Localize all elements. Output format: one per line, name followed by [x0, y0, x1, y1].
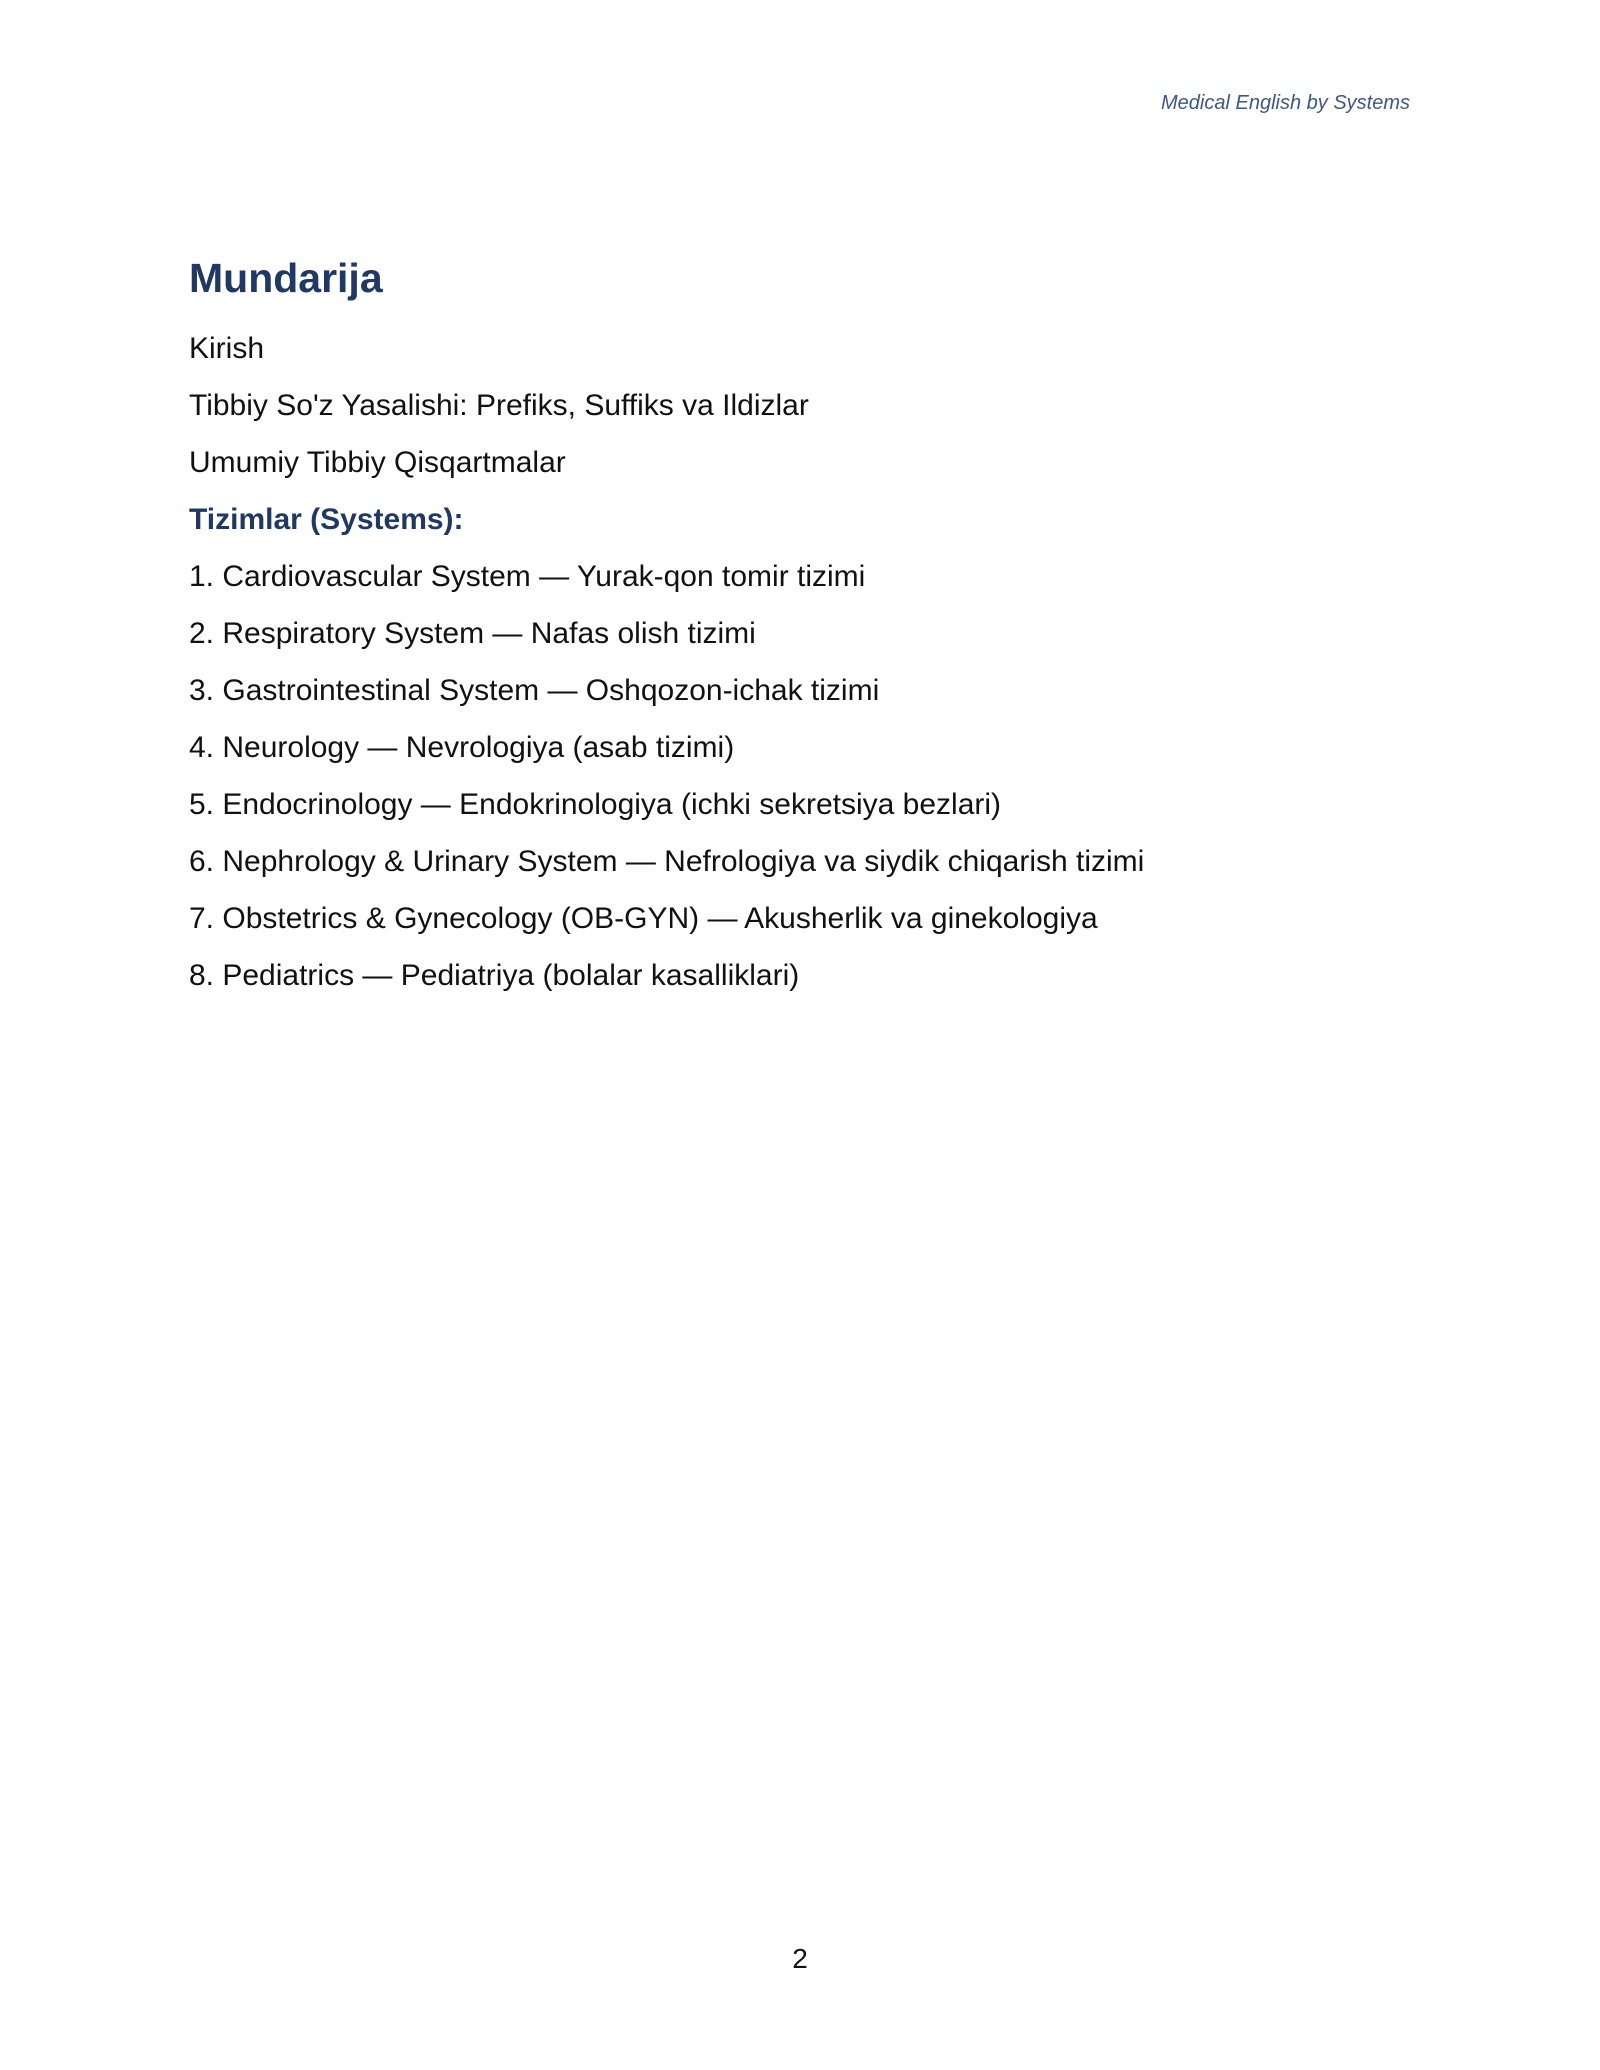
toc-title: Mundarija	[189, 255, 383, 301]
toc-item-nephrology[interactable]: 6. Nephrology & Urinary System — Nefrologiya va siydik chiqarish tizimi	[189, 845, 1145, 878]
toc-item-respiratory[interactable]: 2. Respiratory System — Nafas olish tizimi	[189, 617, 756, 650]
toc-item-gastrointestinal[interactable]: 3. Gastrointestinal System — Oshqozon-ichak tizimi	[189, 674, 880, 707]
systems-heading: Tizimlar (Systems):	[189, 503, 464, 536]
toc-item-endocrinology[interactable]: 5. Endocrinology — Endokrinologiya (ichki sekretsiya bezlari)	[189, 788, 1002, 821]
toc-item-kirish[interactable]: Kirish	[189, 332, 265, 365]
toc-item-pediatrics[interactable]: 8. Pediatrics — Pediatriya (bolalar kasalliklari)	[189, 959, 800, 992]
running-header: Medical English by Systems	[1161, 92, 1410, 114]
toc-item-obgyn[interactable]: 7. Obstetrics & Gynecology (OB-GYN) — Akusherlik va ginekologiya	[189, 902, 1098, 935]
toc-item-word-formation[interactable]: Tibbiy So'z Yasalishi: Prefiks, Suffiks va Ildizlar	[189, 389, 809, 422]
toc-list	[189, 320, 1409, 491]
toc-item-abbreviations[interactable]: Umumiy Tibbiy Qisqartmalar	[189, 446, 566, 479]
table-of-contents	[189, 250, 1409, 1004]
systems-list	[189, 548, 1409, 1004]
toc-item-cardiovascular[interactable]: 1. Cardiovascular System — Yurak-qon tomir tizimi	[189, 560, 866, 593]
page-number: 2	[792, 1943, 808, 1974]
toc-item-neurology[interactable]: 4. Neurology — Nevrologiya (asab tizimi)	[189, 731, 735, 764]
